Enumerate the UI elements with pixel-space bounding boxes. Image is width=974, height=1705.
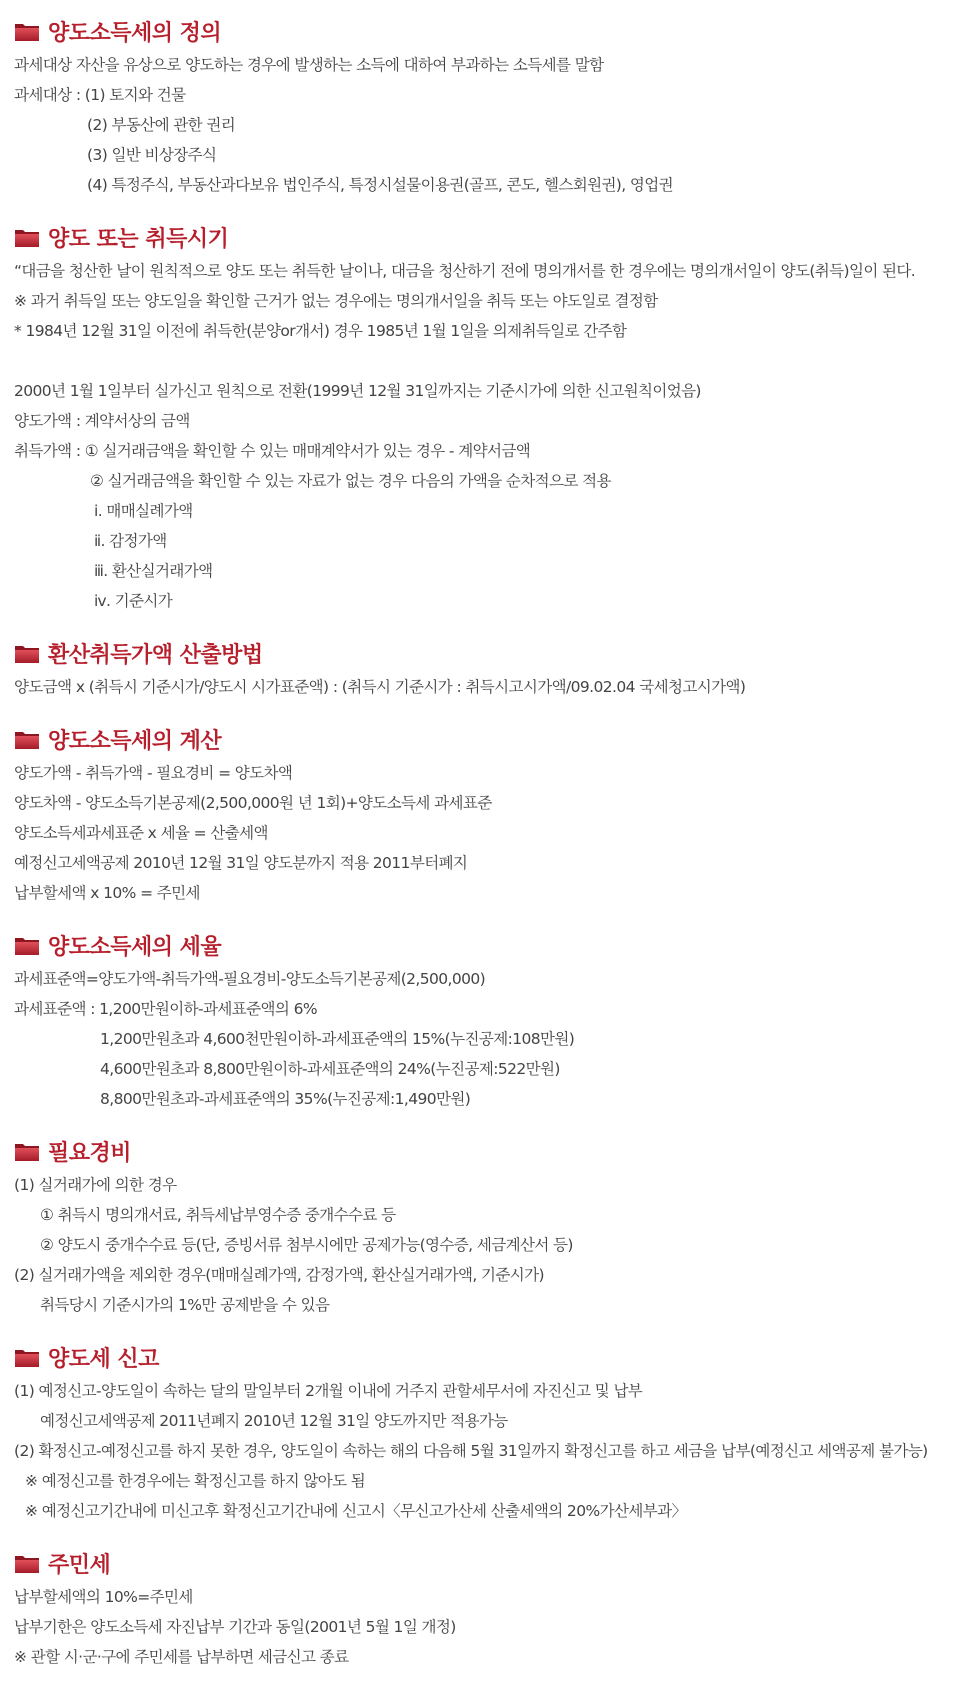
section-header [14,928,960,962]
text-line: 예정신고세액공제 2011년폐지 2010년 12월 31일 양도까지만 적용가능 [40,1412,508,1430]
text-line: “대금을 청산한 날이 원칙적으로 양도 또는 취득한 날이나, 대금을 청산하기 전에 명의개서를 한 경우에는 명의개서일이 양도(취득)일이 된다. [14,262,916,280]
text-line: (2) 실거래가액을 제외한 경우(매매실례가액, 감정가액, 환산실거래가액, 기준시가) [14,1266,544,1284]
section-title: 양도소득세의 세율 [48,934,222,960]
text-line: ② 실거래금액을 확인할 수 있는 자료가 없는 경우 다음의 가액을 순차적으로 적용 [90,472,611,490]
text-line: (2) 확정신고-예정신고를 하지 못한 경우, 양도일이 속하는 해의 다음해 5월 31일까지 확정신고를 하고 세금을 납부(예정신고 세액공제 불가능) [14,1442,928,1460]
text-line: 양도금액 x (취득시 기준시가/양도시 시가표준액) : (취득시 기준시가 : 취득시고시가액/09.02.04 국세청고시가액) [14,678,746,696]
section-title: 양도소득세의 계산 [48,728,222,754]
text-line: (4) 특정주식, 부동산과다보유 법인주식, 특정시설물이용권(골프, 콘도, 헬스회원권), 영업권 [87,176,674,194]
section-title: 양도 또는 취득시기 [48,226,229,252]
section-tax-rate [14,928,960,1114]
text-line: 4,600만원초과 8,800만원이하-과세표준액의 24%(누진공제:522만원) [100,1060,560,1078]
text-line: 납부할세액 x 10% = 주민세 [14,884,200,902]
section-title: 환산취득가액 산출방법 [48,642,263,668]
section-header [14,636,960,670]
text-line: 2000년 1월 1일부터 실가신고 원칙으로 전환(1999년 12월 31일까지는 기준시가에 의한 신고원칙이었음) [14,382,701,400]
section-calculation [14,722,960,908]
text-line: 취득당시 기준시가의 1%만 공제받을 수 있음 [40,1296,330,1314]
text-line: (2) 부동산에 관한 권리 [87,116,236,134]
text-line: ⅱ. 감정가액 [94,532,167,550]
text-line: (3) 일반 비상장주식 [87,146,217,164]
text-line: ※ 예정신고를 한경우에는 확정신고를 하지 않아도 됨 [25,1472,366,1490]
text-line: (1) 예정신고-양도일이 속하는 달의 말일부터 2개월 이내에 거주지 관할세무서에 자진신고 및 납부 [14,1382,643,1400]
text-line: 양도가액 - 취득가액 - 필요경비 = 양도차액 [14,764,293,782]
section-header [14,722,960,756]
text-line: ② 양도시 중개수수료 등(단, 증빙서류 첨부시에만 공제가능(영수증, 세금계산서 등) [40,1236,573,1254]
section-title: 주민세 [48,1552,111,1578]
text-line: ⅲ. 환산실거래가액 [94,562,213,580]
folder-icon [14,227,40,248]
text-line: ※ 관할 시·군·구에 주민세를 납부하면 세금신고 종료 [14,1648,349,1666]
folder-icon [14,729,40,750]
section-header [14,1340,960,1374]
folder-icon [14,1347,40,1368]
text-line: 납부기한은 양도소득세 자진납부 기간과 동일(2001년 5월 1일 개정) [14,1618,456,1636]
text-line: 양도가액 : 계약서상의 금액 [14,412,190,430]
text-line: 예정신고세액공제 2010년 12월 31일 양도분까지 적용 2011부터폐지 [14,854,468,872]
folder-icon [14,21,40,42]
folder-icon [14,1141,40,1162]
section-header [14,1546,960,1580]
text-line: 취득가액 : ① 실거래금액을 확인할 수 있는 매매계약서가 있는 경우 - 계약서금액 [14,442,531,460]
text-line: ※ 과거 취득일 또는 양도일을 확인할 근거가 없는 경우에는 명의개서일을 취득 또는 야도일로 결정함 [14,292,658,310]
spacer [14,346,960,376]
section-title: 양도소득세의 정의 [48,20,222,46]
folder-icon [14,643,40,664]
text-line: 과세대상 자산을 유상으로 양도하는 경우에 발생하는 소득에 대하여 부과하는 소득세를 말함 [14,56,604,74]
section-header [14,220,960,254]
text-line: (1) 실거래가에 의한 경우 [14,1176,177,1194]
text-line: ※ 예정신고기간내에 미신고후 확정신고기간내에 신고시〈무신고가산세 산출세액의 20%가산세부과〉 [25,1502,687,1520]
section-header [14,1134,960,1168]
section-definition [14,14,960,200]
text-line: ① 취득시 명의개서료, 취득세납부영수증 중개수수료 등 [40,1206,396,1224]
folder-icon [14,935,40,956]
section-resident-tax [14,1546,960,1672]
text-line: ⅳ. 기준시가 [94,592,173,610]
folder-icon [14,1553,40,1574]
text-line: 8,800만원초과-과세표준액의 35%(누진공제:1,490만원) [100,1090,471,1108]
section-header [14,14,960,48]
text-line: 과세표준액=양도가액-취득가액-필요경비-양도소득기본공제(2,500,000) [14,970,486,988]
section-timing [14,220,960,616]
text-line: 과세대상 : (1) 토지와 건물 [14,86,186,104]
text-line: 양도소득세과세표준 x 세율 = 산출세액 [14,824,268,842]
section-expenses [14,1134,960,1320]
text-line: 1,200만원초과 4,600천만원이하-과세표준액의 15%(누진공제:108만원) [100,1030,575,1048]
text-line: 납부할세액의 10%=주민세 [14,1588,193,1606]
section-title: 필요경비 [48,1140,132,1166]
section-title: 양도세 신고 [48,1346,159,1372]
section-conversion [14,636,960,702]
text-line: * 1984년 12월 31일 이전에 취득한(분양or개서) 경우 1985년 1월 1일을 의제취득일로 간주함 [14,322,627,340]
text-line: 과세표준액 : 1,200만원이하-과세표준액의 6% [14,1000,317,1018]
text-line: ⅰ. 매매실례가액 [94,502,193,520]
text-line: 양도차액 - 양도소득기본공제(2,500,000원 년 1회)+양도소득세 과세표준 [14,794,492,812]
section-filing [14,1340,960,1526]
